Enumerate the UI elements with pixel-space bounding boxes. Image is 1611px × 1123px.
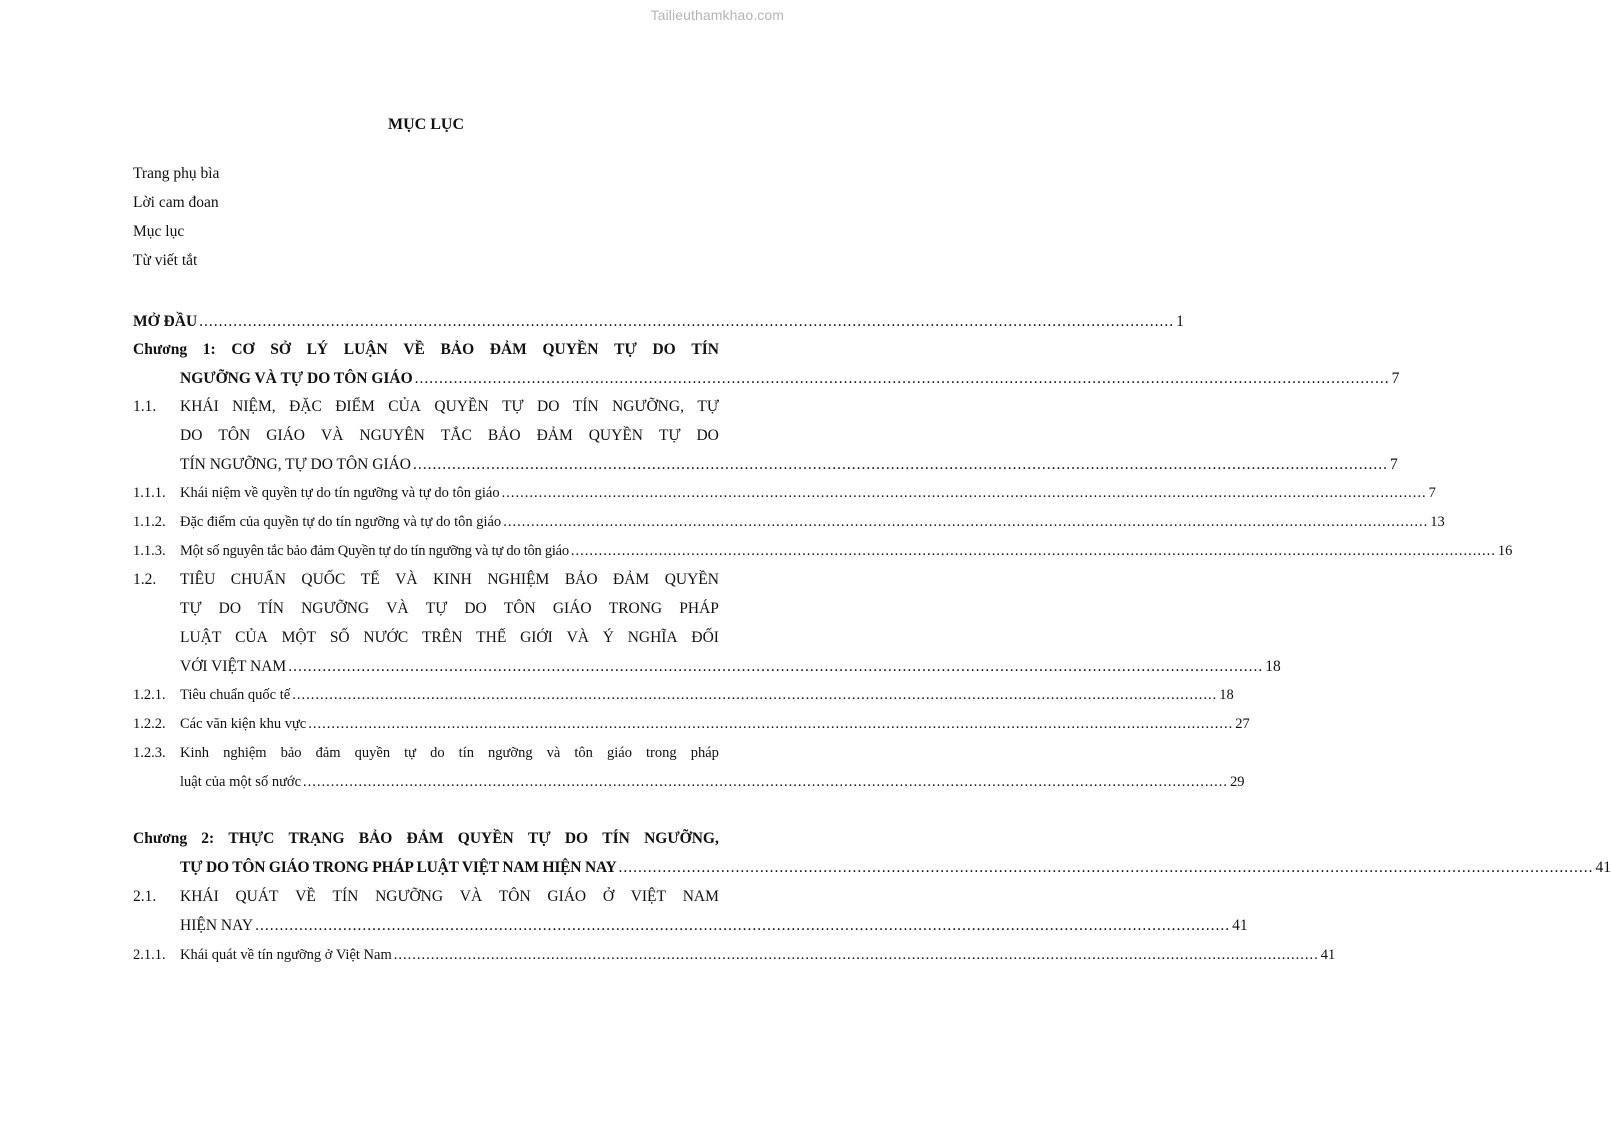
page-title: MỤC LỤC [388,116,464,133]
word: VÀ [395,571,418,588]
entry-text: Khái quát về tín ngưỡng ở Việt Nam [180,947,392,963]
word: VỀ [295,888,316,905]
word: QUYỀN [457,830,514,847]
entry-text: MỞ ĐẦU [133,313,198,330]
page-number: 13 [1430,514,1445,530]
dot-leader: ........................................................................................................................................................................................................ [255,917,1231,934]
word: TÍN [572,398,599,415]
section-number: 1.1.3. [133,543,166,559]
toc-entry-chapter-2[interactable] [133,829,1611,887]
page-number: 41 [1232,917,1248,934]
word: NGƯỠNG [301,600,370,617]
word: TRONG [608,600,663,617]
dot-leader: ........................................................................................................................................................................................................ [288,658,1264,675]
page-number: 7 [1390,456,1398,473]
word: BẢO [487,427,521,444]
entry-text: NGƯỠNG VÀ TỰ DO TÔN GIÁO [180,370,413,387]
word: Ý [602,629,614,646]
toc-entry-1-1-2[interactable] [133,512,1445,541]
word: NƯỚC [363,629,409,646]
front-matter-list [133,164,219,280]
word: tự [404,745,417,761]
dot-leader: ........................................................................................................................................................................................................ [413,456,1388,473]
word: TỰ [527,830,551,847]
word: GIÁO [552,600,592,617]
word: DO [464,600,487,617]
justified-line [180,397,719,426]
word: ĐỐI [691,629,719,646]
justified-line [133,426,719,455]
toc-entry-2-1[interactable] [133,887,1248,945]
word: bảo [280,745,302,761]
word: TẾ [360,571,380,588]
word: ĐẢM [536,427,573,444]
word: PHÁP [679,600,719,617]
entry-text: Các văn kiện khu vực [180,716,307,732]
section-number: 1.1. [133,398,157,415]
page-number: 18 [1265,658,1281,675]
word: LUẬN [343,341,388,358]
entry-text: TÍN NGƯỠNG, TỰ DO TÔN GIÁO [180,456,411,473]
word: Kinh [180,745,209,761]
toc-entry-mo-dau[interactable] [133,312,1184,341]
word: QUỐC [301,571,346,588]
toc-entry-chapter-1[interactable] [133,340,1400,398]
word: TÍN [691,341,719,358]
page-number: 18 [1219,687,1234,703]
word: GIÁO [547,888,587,905]
entry-text: VỚI VIỆT NAM [180,658,287,675]
justified-line [133,829,719,858]
dot-leader: ........................................................................................................................................................................................................ [199,313,1175,330]
word: quyền [354,745,391,761]
justified-line [133,628,719,657]
watermark: Tailieuthamkhao.com [650,7,784,23]
word: DO [537,398,560,415]
word: TÔN [503,600,536,617]
section-number: 1.2.2. [133,716,166,732]
word: KHÁI [180,398,219,415]
entry-text: Một số nguyên tắc bảo đảm Quyền tự do tín ngưỡng và tự do tôn giáo [180,543,569,559]
word: DO [696,427,719,444]
word: GIÁO [266,427,305,444]
word: LUẬT [180,629,222,646]
word: NGHIỆM [487,571,550,588]
word: do [430,745,445,761]
entry-text: Khái niệm về quyền tự do tín ngưỡng và tự do tôn giáo [180,485,500,501]
word: VÀ [386,600,409,617]
dot-leader: ........................................................................................................................................................................................................ [393,947,1319,963]
word: và [546,745,561,761]
word: TỰ [658,427,681,444]
entry-text: luật của một số nước [180,774,302,790]
toc-entry-1-1-3[interactable] [133,541,1513,570]
page-number: 41 [1595,859,1611,876]
section-number: 1.1.2. [133,514,166,530]
word: TÍN [332,888,359,905]
toc-entry-1-2-2[interactable] [133,714,1250,743]
toc-entry-1-1-1[interactable] [133,483,1436,512]
dot-leader: ........................................................................................................................................................................................................ [618,859,1594,876]
word: SỞ [270,341,291,358]
toc-entry-1-2-3[interactable] [133,743,1245,801]
word: TỰ [614,341,637,358]
word: tín [458,745,474,761]
word: QUÁT [235,888,279,905]
word: VÀ [566,629,589,646]
page-number: 7 [1391,370,1400,387]
word: VÀ [321,427,344,444]
word: ĐIỂM [335,398,375,415]
word: THẾ [476,629,507,646]
word: CỦA [235,629,268,646]
page-number: 27 [1235,716,1250,732]
word: NIỆM, [232,398,276,415]
front-matter-item: Lời cam đoan [133,194,219,211]
page-number: 41 [1320,947,1336,963]
section-number: 1.2. [133,571,157,588]
entry-text: Tiêu chuẩn quốc tế [180,687,291,703]
toc-entry-2-1-1[interactable] [133,945,1336,974]
entry-text: Đặc điểm của quyền tự do tín ngưỡng và tự do tôn giáo [180,514,502,530]
word: TỰ [180,600,202,617]
word: NGHĨA [627,629,678,646]
word: Chương [133,341,188,358]
front-matter-item: Mục lục [133,223,185,240]
word: NAM [682,888,719,905]
toc-entry-1-1[interactable] [133,397,1398,484]
word: VIỆT [630,888,666,905]
word: VÀ [459,888,483,905]
section-number: 1.1.1. [133,485,166,501]
toc-entry-1-2[interactable] [133,570,1281,686]
word: TRẠNG [288,830,345,847]
word: TẮC [440,427,472,444]
word: DO [218,600,242,617]
word: DO [564,830,589,847]
word: LÝ [306,341,329,358]
page-number: 1 [1176,313,1184,330]
word: SỐ [329,629,350,646]
section-number: 2.1. [133,888,157,905]
word: Chương [133,830,188,847]
justified-line [180,743,719,772]
dot-leader: ........................................................................................................................................................................................................ [303,774,1229,790]
front-matter-item: Trang phụ bìa [133,165,220,182]
word: ngưỡng [488,745,533,761]
word: NGƯỠNG, [612,398,684,415]
word: CỦA [388,398,421,415]
word: Ở [602,888,615,905]
word: ĐẢM [613,571,650,588]
word: DO [652,341,676,358]
word: TỰ [425,600,448,617]
page-number: 16 [1497,543,1513,559]
word: QUYỀN [542,341,599,358]
word: BẢO [440,341,475,358]
word: giáo [606,745,632,761]
word: TRÊN [421,629,463,646]
word: NGƯỠNG [375,888,444,905]
dot-leader: ........................................................................................................................................................................................................ [414,370,1390,387]
word: 1: [202,341,216,358]
entry-text: TỰ DO TÔN GIÁO TRONG PHÁP LUẬT VIỆT NAM HIỆN NAY [180,859,617,876]
page-number: 29 [1230,774,1245,790]
word: KINH [433,571,472,588]
word: ĐẢM [406,830,444,847]
word: DO [180,427,203,444]
section-number: 2.1.1. [133,947,166,963]
word: TÔN [498,888,531,905]
dot-leader: ........................................................................................................................................................................................................ [570,543,1496,559]
word: VỀ [403,341,425,358]
word: QUYỀN [434,398,489,415]
word: CƠ [231,341,255,358]
dot-leader: ........................................................................................................................................................................................................ [308,716,1234,732]
justified-line [180,887,719,916]
word: TỰ [502,398,524,415]
word: NGUYÊN [359,427,425,444]
word: pháp [690,745,719,761]
entry-text: HIỆN NAY [180,917,254,934]
word: NGƯỠNG, [644,830,719,847]
word: 2: [201,830,215,847]
word: BẢO [358,830,393,847]
toc-entry-1-2-1[interactable] [133,685,1234,714]
word: QUYỀN [588,427,643,444]
word: TÍN [602,830,630,847]
section-number: 1.2.1. [133,687,166,703]
justified-line [133,599,719,628]
word: đảm [315,745,341,761]
word: QUYỀN [664,571,719,588]
word: ĐẢM [489,341,527,358]
dot-leader: ........................................................................................................................................................................................................ [503,514,1429,530]
word: TIÊU [180,571,216,588]
word: TỰ [697,398,719,415]
word: TÍN [258,600,284,617]
word: KHÁI [180,888,219,905]
word: CHUẨN [230,571,286,588]
section-number: 1.2.3. [133,745,166,761]
word: MỘT [281,629,317,646]
front-matter-item: Từ viết tắt [133,252,198,269]
word: GIỚI [520,629,553,646]
word: THỰC [228,830,275,847]
dot-leader: ........................................................................................................................................................................................................ [292,687,1218,703]
word: TÔN [218,427,251,444]
word: tôn [574,745,593,761]
justified-line [180,570,719,599]
word: nghiệm [223,745,267,761]
word: ĐẶC [289,398,322,415]
word: BẢO [564,571,598,588]
word: trong [646,745,677,761]
justified-line [133,340,719,369]
dot-leader: ........................................................................................................................................................................................................ [501,485,1427,501]
page-number: 7 [1428,485,1436,501]
